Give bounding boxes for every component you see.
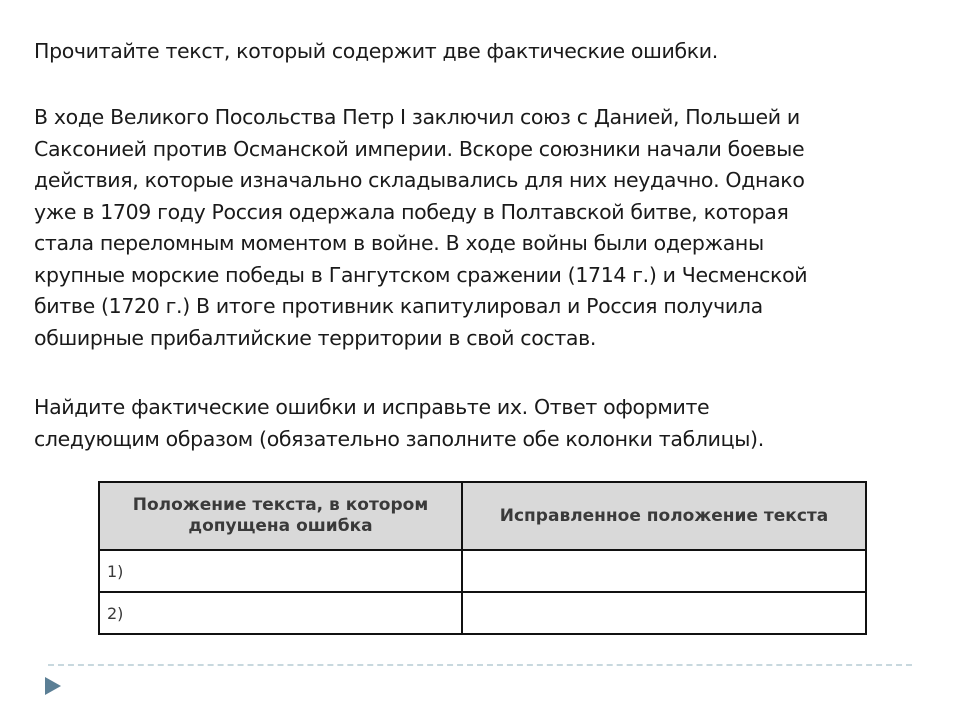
slide-divider (48, 664, 912, 666)
table-cell-answer[interactable] (462, 550, 866, 592)
table-header-row (99, 482, 866, 550)
instruction-text: Прочитайте текст, который содержит две фактические ошибки. (34, 39, 718, 63)
body-paragraph: В ходе Великого Посольства Петр I заключил союз с Данией, Польшей и Саксонией против Османской империи. Вскоре союзники начали боевые действия, которые изначально складывались для них неудачно. Однако уже в 1709 году Россия одержала победу в Полтавской битве, которая стала переломным моментом в войне. В ходе войны были одержаны крупные морские победы в Гангутском сражении (1714 г.) и Чесменской битве (1720 г.) В итоге противник капитулировал и Россия получила обширные прибалтийские территории в свой состав. (34, 105, 808, 350)
table-cell-number[interactable]: 1) (99, 550, 462, 592)
answer-table (98, 481, 867, 635)
table-cell-number[interactable]: 2) (99, 592, 462, 634)
table-row (99, 592, 866, 634)
task-text: Найдите фактические ошибки и исправьте их. Ответ оформите следующим образом (обязательно заполните обе колонки таблицы). (34, 395, 764, 451)
arrow-right-icon (43, 675, 63, 697)
table-header-corrected: Исправленное положение текста (462, 482, 866, 550)
table-cell-answer[interactable] (462, 592, 866, 634)
table-header-error-position: Положение текста, в котором допущена ошибка (99, 482, 462, 550)
table-row (99, 550, 866, 592)
